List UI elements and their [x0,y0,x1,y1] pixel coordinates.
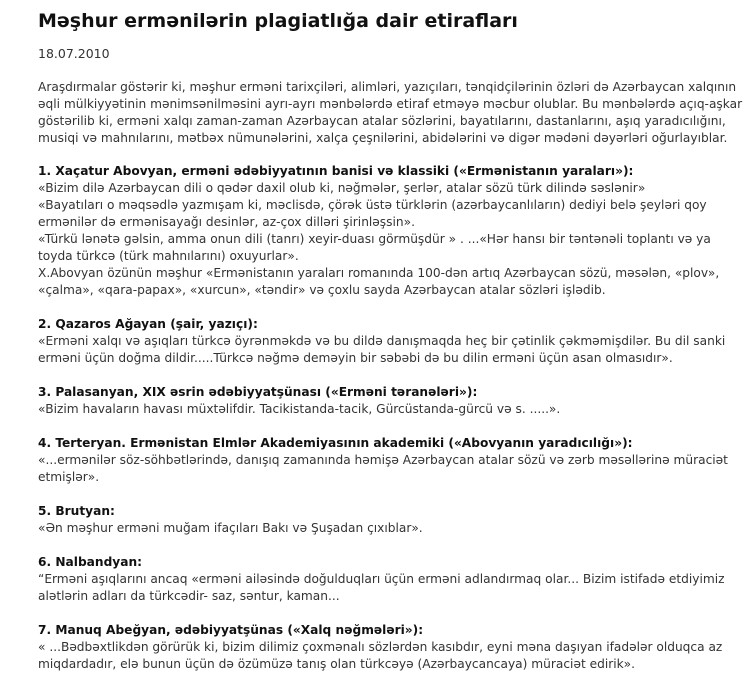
section-line: «Bayatıları o məqsədlə yazmışam ki, məclisdə, çörək üstə türklərin (azərbaycanlıların) dediyi belə şeyləri qoy [38,198,707,212]
section-line: « ...Bədbəxtlikdən görürük ki, bizim dilimiz çoxmənalı sözlərdən kasıbdır, eyni məna daşıyan ifadələr olduqca az [38,640,723,654]
section-line: miqdardadır, elə bunun üçün də özümüzə tanış olan türkcəyə (Azərbaycancaya) müraciət edirik». [38,657,635,671]
section-line: «Bizim dilə Azərbaycan dili o qədər daxil olub ki, nəğmələr, şerlər, atalar sözü türk dilində səslənir» [38,181,646,195]
intro-line: əqli mülkiyyətinin mənimsənilməsini ayrı-ayrı mənbələrdə etiraf etməyə məcbur olublar. Bu mənbələrdə açıq-aşkar [38,97,743,111]
intro-line: göstərilib ki, erməni xalqı zaman-zaman Azərbaycan atalar sözlərini, bayatılarını, dastanlarını, aşıq yaradıcılığını, [38,114,726,128]
section-line: «çalma», «qara-papax», «xurcun», «təndir» və çoxlu sayda Azərbaycan atalar sözləri işlədib. [38,283,606,297]
section-heading: 4. Terteryan. Ermənistan Elmlər Akademiyasının akademiki («Abovyanın yaradıcılığı»): [38,436,633,450]
section-heading: 3. Palasanyan, XIX əsrin ədəbiyyatşünası («Erməni təranələri»): [38,385,478,399]
section-line: «...ermənilər söz-söhbətlərində, danışıq zamanında həmişə Azərbaycan atalar sözü və zərb məsəllərinə müraciət [38,453,728,467]
section-heading: 5. Brutyan: [38,504,115,518]
section-line: erməni üçün doğma dildir.....Türkcə nəğmə deməyin bir səbəbi də bu dilin erməni üçün asan olmasıdır». [38,351,673,365]
article-title: Məşhur ermənilərin plagiatlığa dair etirafları [38,10,518,32]
section-line: «Ən məşhur erməni muğam ifaçıları Bakı və Şuşadan çıxıblar». [38,521,423,535]
section-line: X.Abovyan özünün məşhur «Ermənistanın yaraları romanında 100-dən artıq Azərbaycan sözü, məsələn, «plov», [38,266,720,280]
section-line: etmişlər». [38,470,100,484]
section-line: alətlərin adları da türkcədir- saz, səntur, kaman... [38,589,340,603]
section-line: “Erməni aşıqlarını ancaq «erməni ailəsində doğulduqları üçün erməni adlandırmaq olar... Bizim istifadə etdiyimiz [38,572,725,586]
section-heading: 7. Manuq Abeğyan, ədəbiyyatşünas («Xalq nəğmələri»): [38,623,424,637]
section-line: «Erməni xalqı və aşıqları türkcə öyrənməkdə və bu dildə danışmaqda heç bir çətinlik çəkməmişdilər. Bu dil sanki [38,334,726,348]
section-heading: 1. Xaçatur Abovyan, erməni ədəbiyyatının banisi və klassiki («Ermənistanın yaraları»): [38,164,634,178]
section-line: «Bizim havaların havası müxtəlifdir. Tacikistanda-tacik, Gürcüstanda-gürcü və s. .....». [38,402,561,416]
section-heading: 6. Nalbandyan: [38,555,143,569]
intro-line: musiqi və mahnılarını, mətbəx nümunələrini, xalça çeşnilərini, abidələrini və digər mədəni dəyərləri oğurlayıblar. [38,131,728,145]
intro-line: Araşdırmalar göstərir ki, məşhur erməni tarixçiləri, alimləri, yazıçıları, tənqidçilərinin özləri də Azərbaycan xalqının [38,80,737,94]
section-line: «Türkü lənətə gəlsin, amma onun dili (tanrı) xeyir-duası görmüşdür » . ...«Hər hansı bir təntənəli toplantı və ya [38,232,711,246]
article-date: 18.07.2010 [38,46,110,61]
section-line: ermənilər də ermənisayağı desinlər, az-çox dilləri şirinləşsin». [38,215,415,229]
section-line: toyda türkcə (türk mahnılarını) oxuyurlar». [38,249,299,263]
section-heading: 2. Qazaros Ağayan (şair, yazıçı): [38,317,258,331]
